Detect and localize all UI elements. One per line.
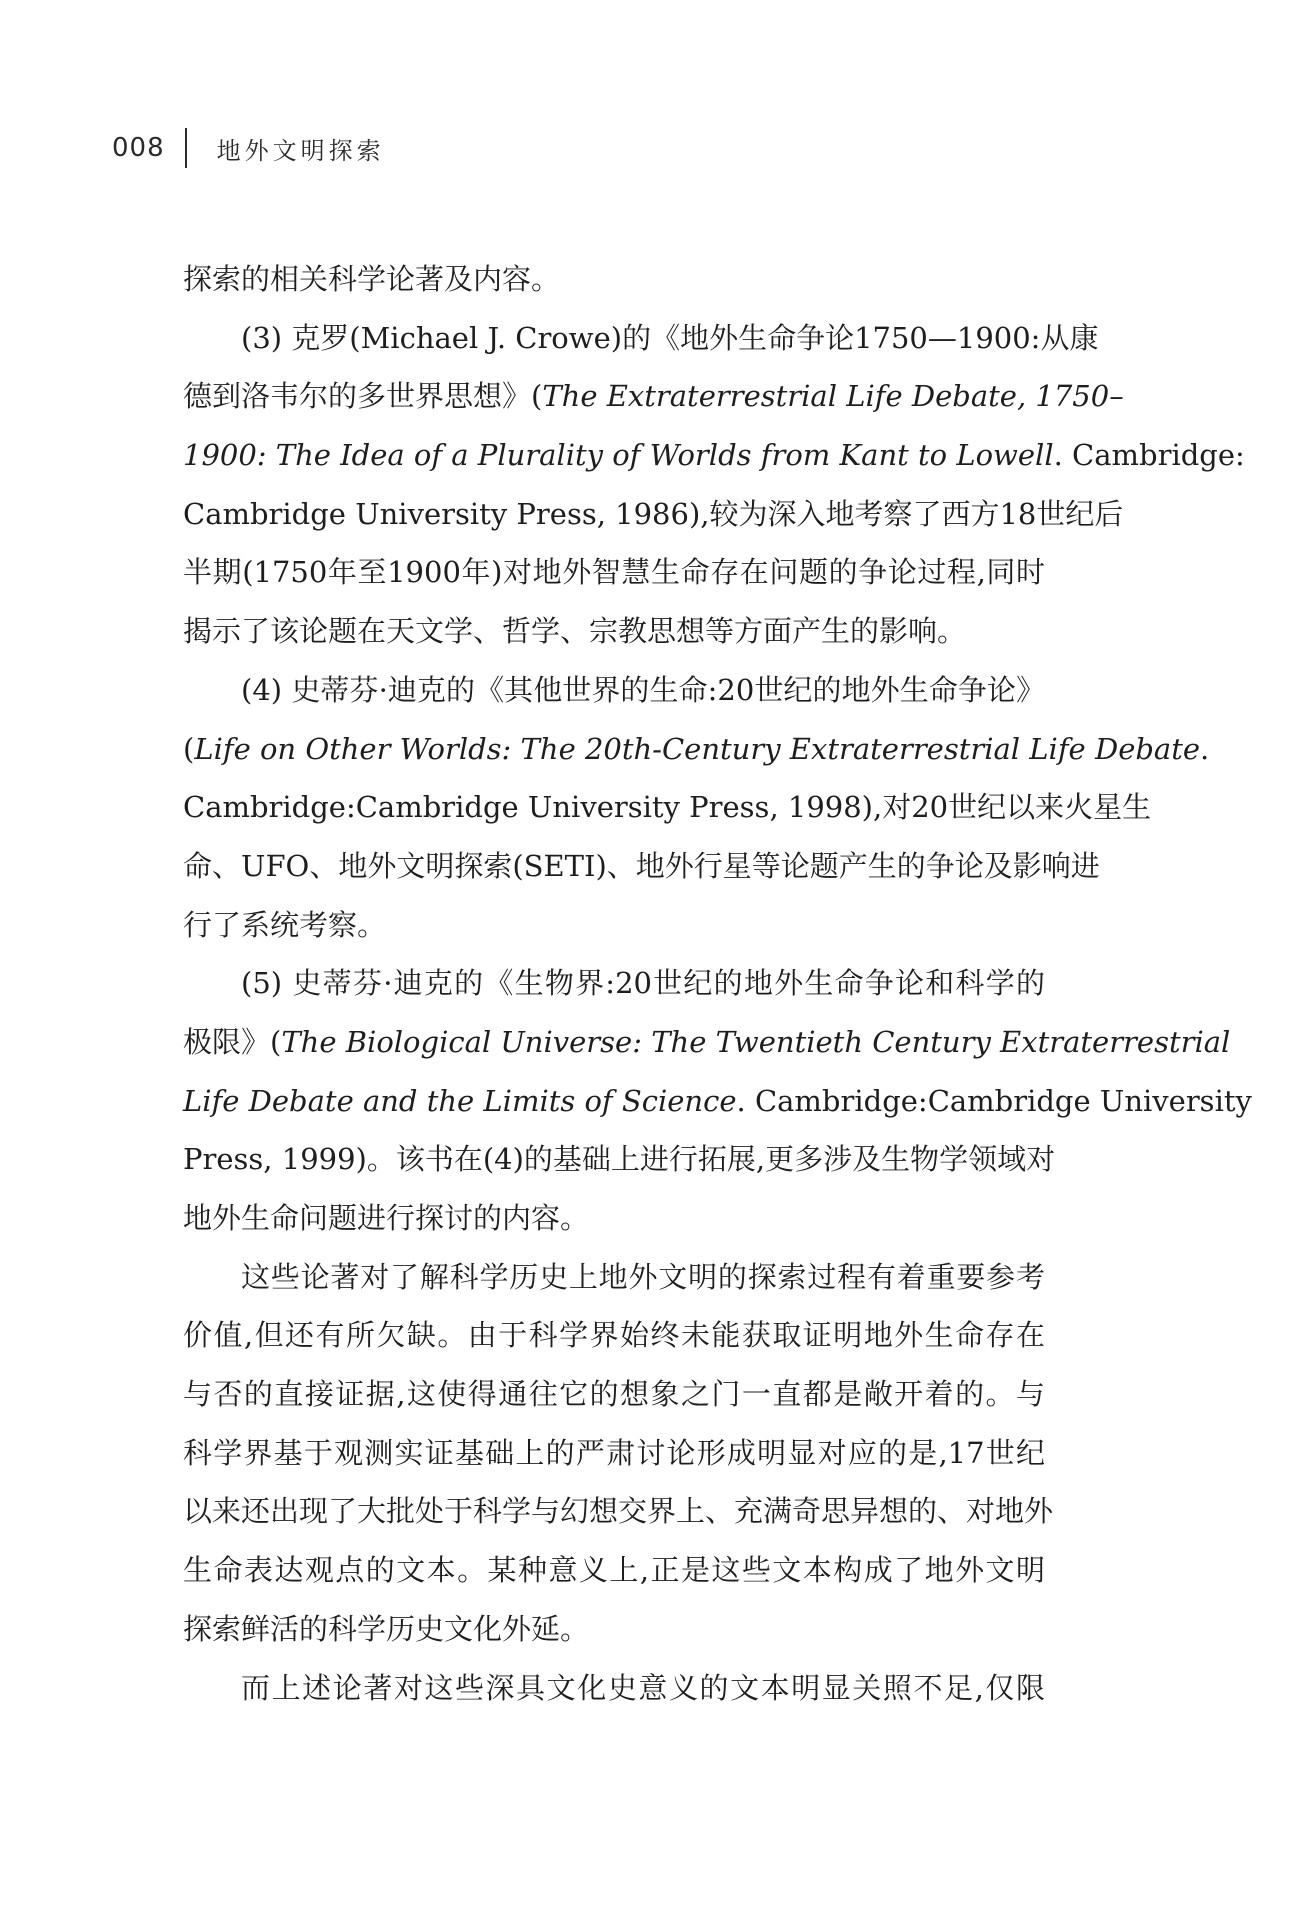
text-segment: 地外生命问题进行探讨的内容。	[183, 1201, 590, 1235]
text-line	[183, 1130, 1056, 1189]
text-segment: .	[1200, 731, 1210, 766]
italic-title-segment: The Biological Universe: The Twentieth Century Extraterrestrial	[281, 1024, 1231, 1059]
text-segment: 行了系统考察。	[183, 907, 387, 942]
header-divider	[185, 128, 187, 168]
text-segment: 科学界基于观测实证基础上的严肃讨论形成明显对应的是,17世纪	[183, 1435, 1045, 1470]
text-line	[183, 602, 1045, 661]
text-line	[183, 1659, 1045, 1718]
text-line	[183, 250, 1045, 309]
text-segment: 德到洛韦尔的多世界思想》(	[183, 379, 543, 414]
text-segment: 探索的相关科学论著及内容。	[183, 262, 561, 296]
text-line	[183, 1482, 1054, 1541]
text-segment: 探索鲜活的科学历史文化外延。	[183, 1611, 590, 1646]
text-line	[183, 367, 1124, 426]
text-segment: 以来还出现了大批处于科学与幻想交界上、充满奇思异想的、对地外	[183, 1494, 1054, 1529]
text-segment: Press, 1999)。该书在(4)的基础上进行拓展,更多涉及生物学领域对	[183, 1142, 1056, 1177]
text-segment: 揭示了该论题在天文学、哲学、宗教思想等方面产生的影响。	[183, 614, 967, 649]
text-segment: (	[183, 731, 195, 766]
text-line	[183, 954, 1045, 1013]
text-segment: Cambridge:Cambridge University Press, 1998),对20世纪以来火星生	[183, 790, 1152, 825]
text-line	[183, 837, 1100, 896]
italic-title-segment: Life on Other Worlds: The 20th-Century Extraterrestrial Life Debate	[194, 731, 1201, 766]
text-segment: 这些论著对了解科学历史上地外文明的探索过程有着重要参考	[241, 1259, 1045, 1294]
text-line	[183, 543, 1045, 602]
text-segment: (5) 史蒂芬·迪克的《生物界:20世纪的地外生命争论和科学的	[241, 966, 1045, 1001]
text-segment: (3) 克罗(Michael J. Crowe)的《地外生命争论1750—1900:从康	[241, 320, 1099, 355]
text-segment: 而上述论著对这些深具文化史意义的文本明显关照不足,仅限	[241, 1670, 1045, 1705]
italic-title-segment: Life Debate and the Limits of Science	[183, 1083, 737, 1118]
text-segment: 半期(1750年至1900年)对地外智慧生命存在问题的争论过程,同时	[183, 555, 1045, 590]
text-line	[183, 661, 1045, 720]
text-line	[183, 1306, 1045, 1365]
italic-title-segment: The Extraterrestrial Life Debate, 1750–	[542, 379, 1124, 414]
text-line	[183, 720, 1210, 779]
italic-title-segment: 1900: The Idea of a Plurality of Worlds from Kant to Lowell	[183, 438, 1054, 473]
text-line	[183, 1600, 1045, 1659]
text-line	[183, 1365, 1045, 1424]
text-segment: 价值,但还有所欠缺。由于科学界始终未能获取证明地外生命存在	[183, 1318, 1045, 1353]
text-line	[183, 426, 1245, 485]
text-line	[183, 896, 1045, 955]
text-segment: (4) 史蒂芬·迪克的《其他世界的生命:20世纪的地外生命争论》	[241, 672, 1045, 707]
text-segment: 极限》(	[183, 1024, 282, 1059]
text-line	[183, 1189, 1045, 1248]
text-line	[183, 485, 1124, 544]
text-line	[183, 778, 1152, 837]
text-segment: 命、UFO、地外文明探索(SETI)、地外行星等论题产生的争论及影响进	[183, 848, 1100, 883]
running-head	[112, 126, 385, 170]
text-line	[183, 1013, 1231, 1072]
text-line	[183, 309, 1099, 368]
text-segment: 生命表达观点的文本。某种意义上,正是这些文本构成了地外文明	[183, 1553, 1045, 1588]
text-line	[183, 1541, 1045, 1600]
text-line	[183, 1248, 1045, 1307]
body-text	[183, 250, 1252, 1717]
text-segment: Cambridge University Press, 1986),较为深入地考察了西方18世纪后	[183, 496, 1124, 531]
book-title: 地外文明探索	[216, 136, 385, 165]
page-number: 008	[112, 133, 165, 163]
text-line	[183, 1424, 1045, 1483]
text-segment: . Cambridge:	[1053, 438, 1245, 473]
text-segment: 与否的直接证据,这使得通往它的想象之门一直都是敞开着的。与	[183, 1377, 1045, 1412]
text-segment: . Cambridge:Cambridge University	[736, 1083, 1252, 1118]
text-line	[183, 1072, 1252, 1131]
